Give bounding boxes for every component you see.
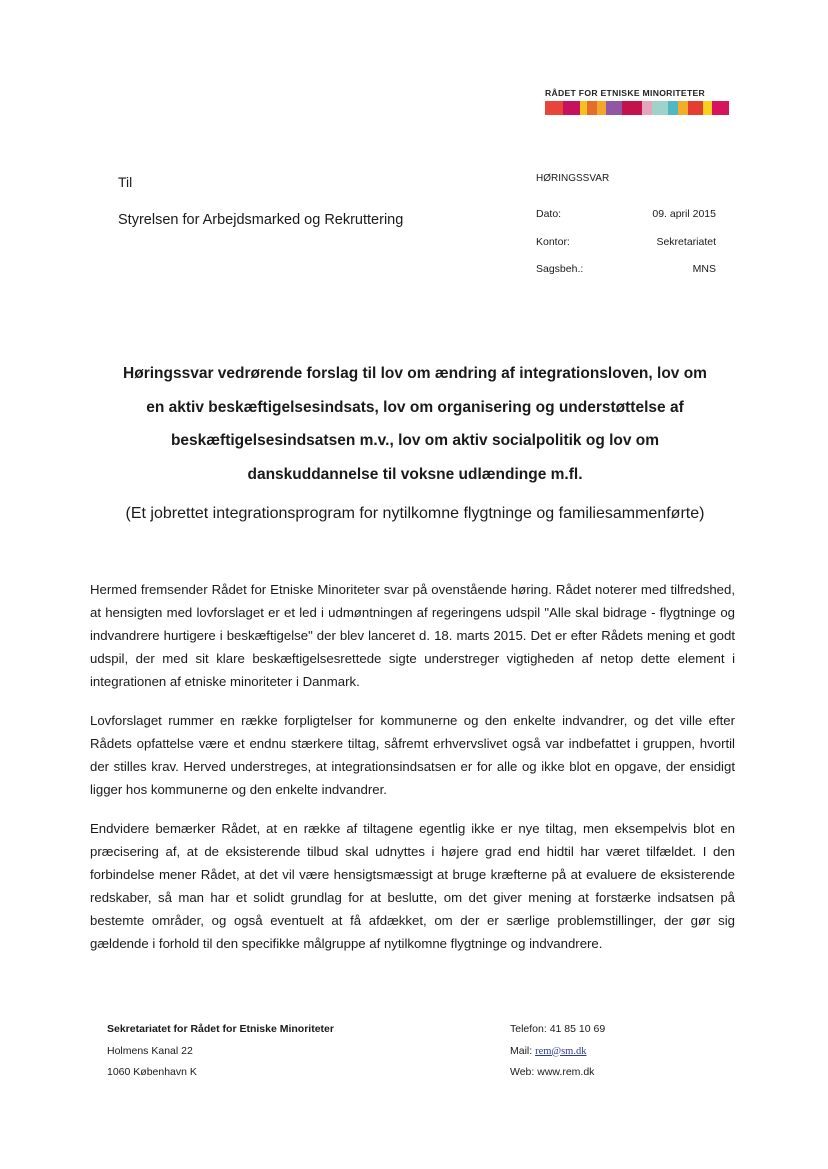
email-link[interactable]: rem@sm.dk (535, 1045, 587, 1057)
document-type: HØRINGSSVAR (536, 173, 610, 184)
logo-color-block (597, 101, 606, 115)
logo-color-bar (545, 101, 729, 115)
logo-color-block (688, 101, 703, 115)
meta-value: 09. april 2015 (652, 208, 716, 220)
meta-value: Sekretariatet (656, 236, 716, 248)
footer-org: Sekretariatet for Rådet for Etniske Minoriteter (107, 1023, 334, 1035)
logo-color-block (678, 101, 688, 115)
paragraph: Lovforslaget rummer en række forpligtelser for kommunerne og den enkelte indvandrer, og det ville efter Rådets opfattelse være et endnu stærkere tiltag, såfremt erhvervslivet også var indbefattet i gruppen, hvortil der stilles krav. Herved understreges, at integrationsindsatsen er for alle og ikke blot en opgave, der ensidigt ligger hos kommunerne og den enkelte indvandrer. (90, 713, 735, 797)
document-title (90, 357, 740, 491)
logo-color-block (587, 101, 597, 115)
footer-city: 1060 København K (107, 1066, 197, 1078)
meta-label: Sagsbeh.: (536, 263, 584, 275)
meta-label: Kontor: (536, 236, 570, 248)
footer-address (107, 1019, 334, 1084)
logo (545, 88, 729, 115)
title-line: Høringssvar vedrørende forslag til lov om ændring af integrationsloven, lov om (123, 365, 707, 382)
footer-mail-label: Mail: (510, 1044, 533, 1057)
body-text (90, 578, 735, 971)
title-line: beskæftigelsesindsatsen m.v., lov om aktiv socialpolitik og lov om (170, 432, 660, 449)
meta-label: Dato: (536, 208, 562, 220)
logo-color-block (622, 101, 642, 115)
logo-color-block (606, 101, 621, 115)
footer-web: Web: www.rem.dk (510, 1066, 595, 1078)
document-subtitle: (Et jobrettet integrationsprogram for nytilkomne flygtninge og familiesammenførte) (125, 505, 705, 522)
logo-color-block (642, 101, 652, 115)
meta-value: MNS (692, 263, 716, 275)
logo-color-block (652, 101, 667, 115)
footer-mail-row (510, 1041, 605, 1063)
footer-contact (510, 1019, 605, 1084)
addressee-label: Til (118, 174, 133, 190)
paragraph: Hermed fremsender Rådet for Etniske Minoriteter svar på ovenstående høring. Rådet noterer med tilfredshed, at hensigten med lovforslaget er et led i udmøntningen af regeringens udspil "Alle skal bidrage - flygtninge og indvandrere hurtigere i beskæftigelse" der blev lanceret d. 18. marts 2015. Det er efter Rådets mening et godt udspil, der med sit klare beskæftigelsesrettede sigte understreger vigtigheden af netop dette element i integrationen af etniske minoriteter i Danmark. (90, 582, 735, 689)
paragraph: Endvidere bemærker Rådet, at en række af tiltagene egentlig ikke er nye tiltag, men eksempelvis blot en præcisering af, at de eksisterende tilbud skal udnyttes i højere grad end hidtil har været tilfældet. I den forbindelse mener Rådet, at det vil være hensigtsmæssigt at bruge kræfterne på at evaluere de eksisterende redskaber, så man har et solidt grundlag for at beslutte, om det giver mening at forstærke indsatsen på bestemte områder, og også eventuelt at få afdækket, om der er særlige problemstillinger, der gør sig gældende i forhold til den specifikke målgruppe af nytilkomne flygtninge og indvandrere. (90, 821, 735, 951)
logo-color-block (580, 101, 588, 115)
logo-text: RÅDET FOR ETNISKE MINORITETER (545, 88, 706, 98)
footer-street: Holmens Kanal 22 (107, 1044, 193, 1057)
logo-color-block (712, 101, 729, 115)
title-line: en aktiv beskæftigelsesindsats, lov om organisering og understøttelse af (146, 398, 684, 416)
recipient: Styrelsen for Arbejdsmarked og Rekruttering (118, 212, 404, 228)
title-line: danskuddannelse til voksne udlændinge m.fl. (247, 465, 583, 483)
logo-color-block (563, 101, 580, 115)
footer-phone: Telefon: 41 85 10 69 (510, 1023, 606, 1035)
logo-color-block (703, 101, 712, 115)
logo-color-block (668, 101, 678, 115)
logo-color-block (545, 101, 563, 115)
